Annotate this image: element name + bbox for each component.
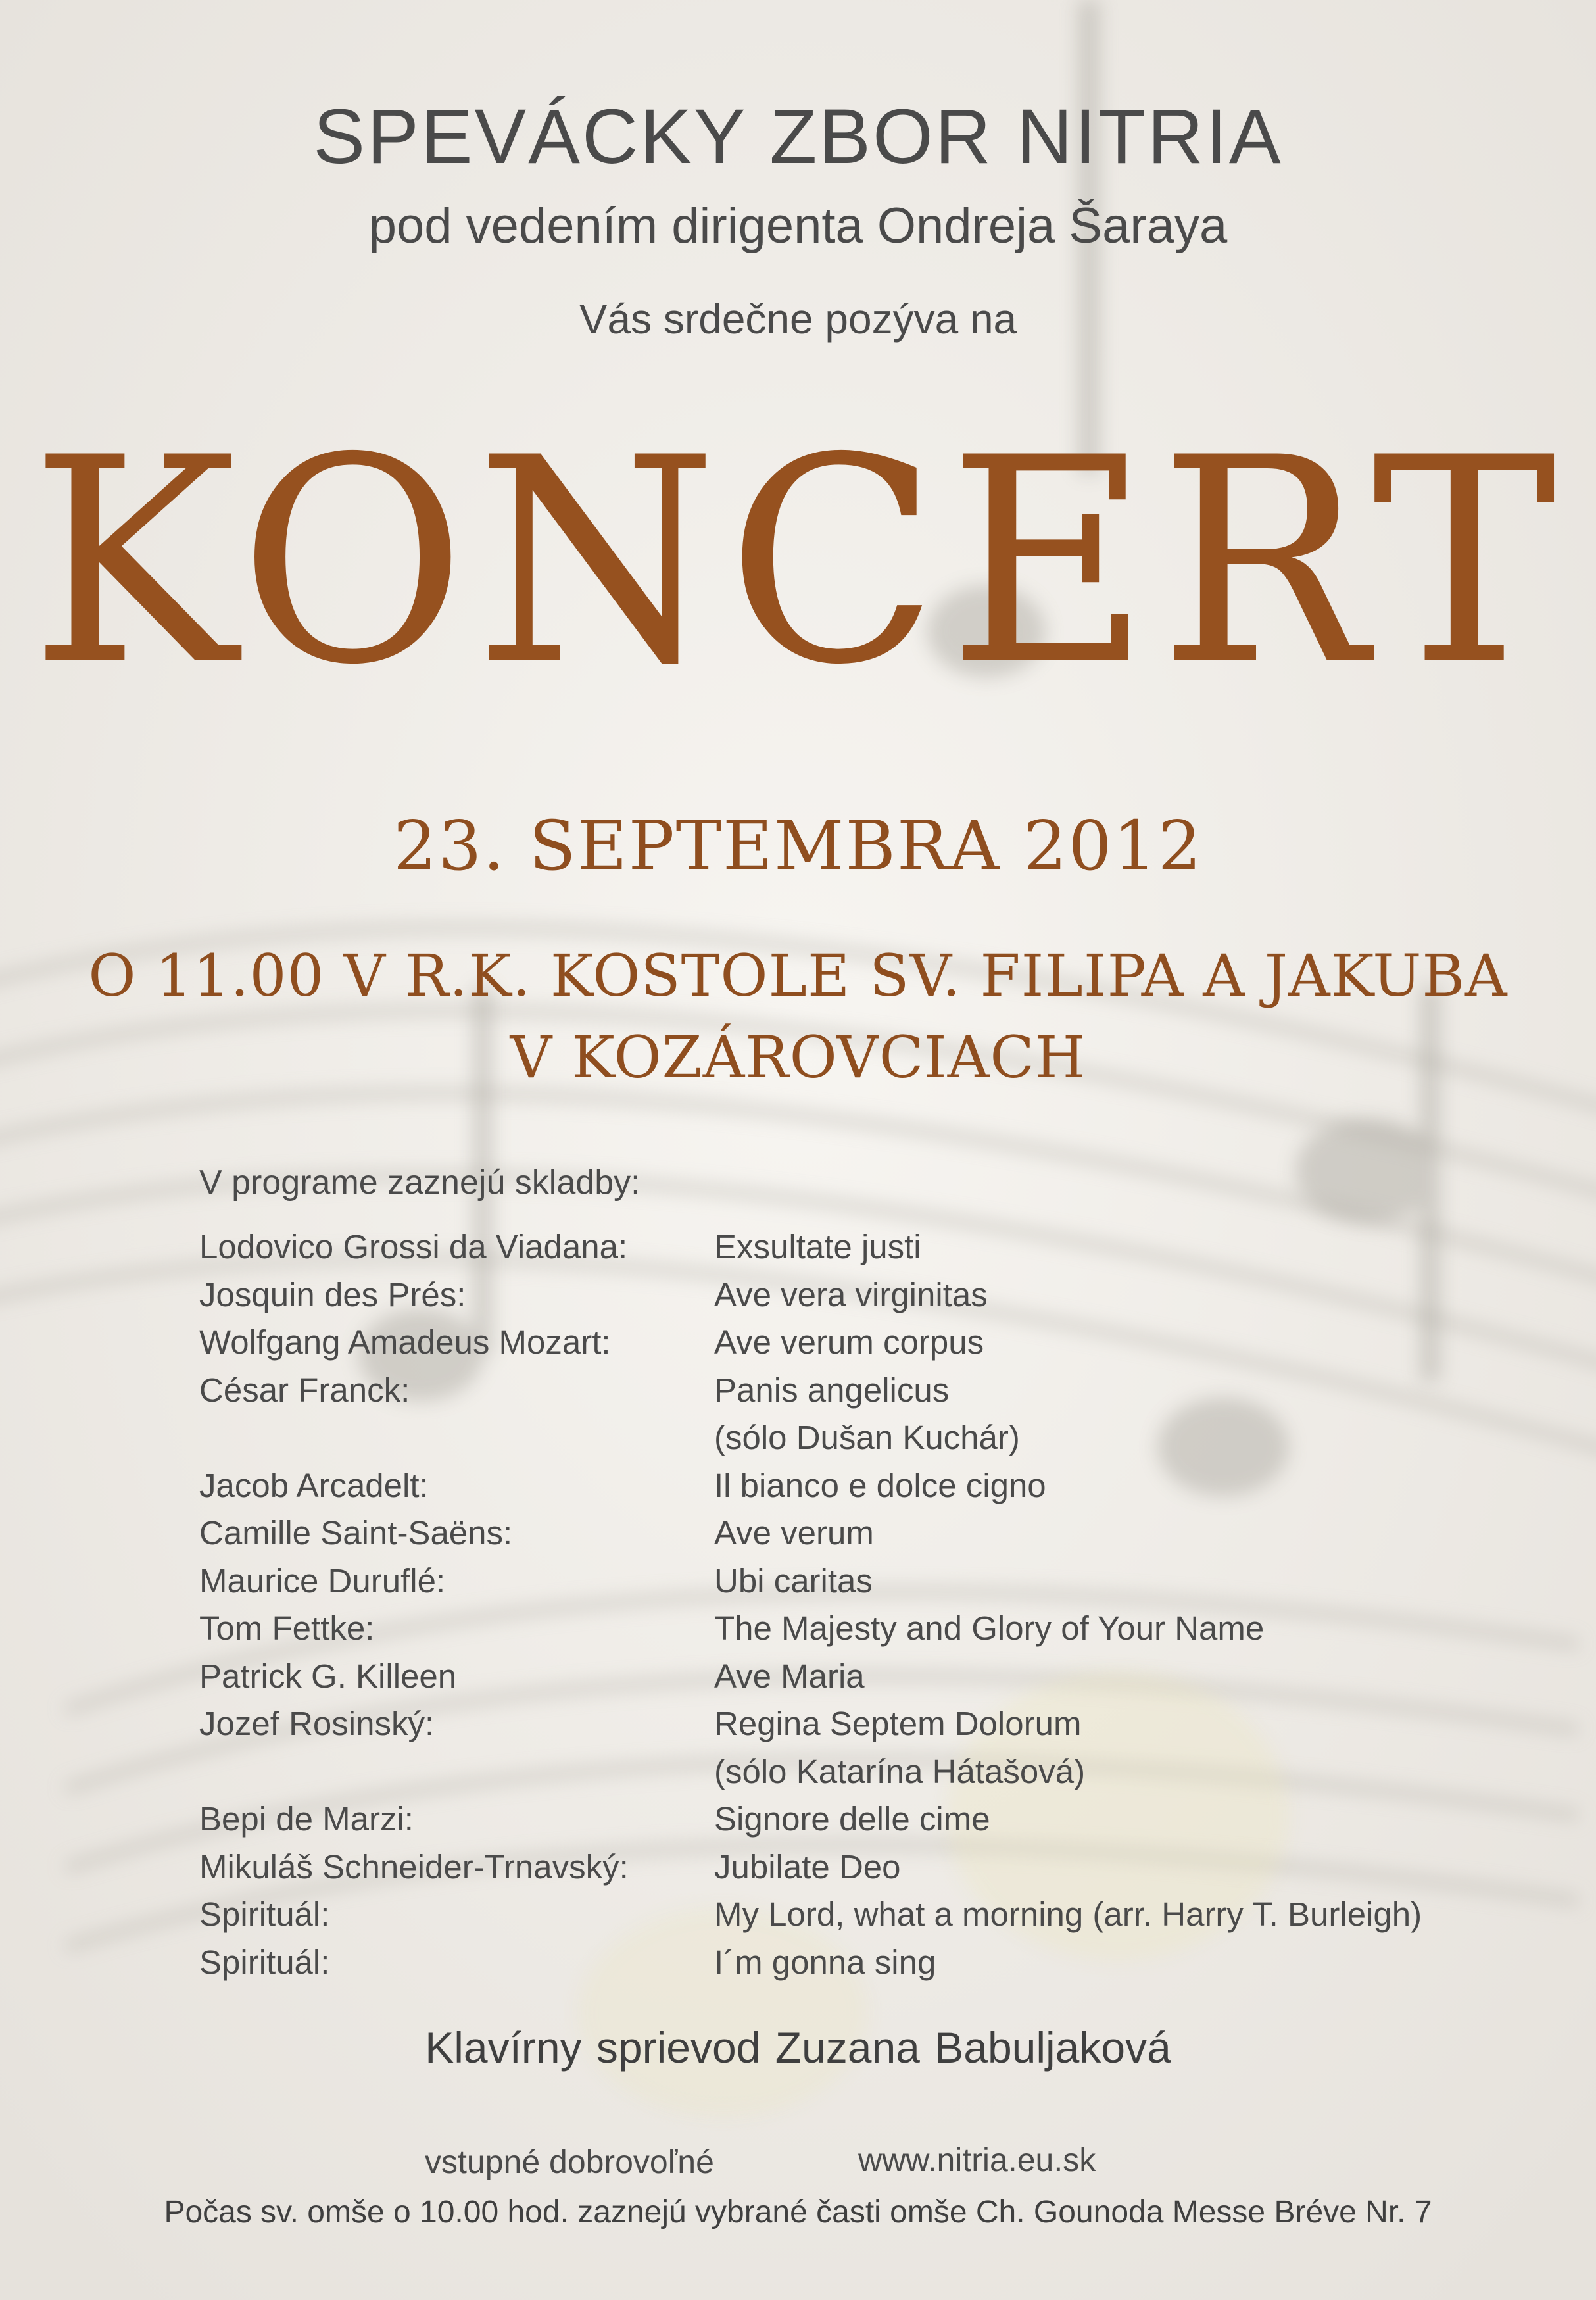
program-row — [199, 1847, 1547, 1896]
composer-name: Spirituál: — [199, 1943, 330, 1981]
program-row — [199, 1609, 1547, 1657]
work-title: Ave verum — [714, 1514, 874, 1552]
concert-title: KONCERT — [30, 398, 1566, 727]
venue-line-1: O 11.00 V R.K. KOSTOLE SV. FILIPA A JAKUBA — [88, 942, 1508, 1010]
website-link[interactable]: www.nitria.eu.sk — [858, 2141, 1096, 2178]
work-title: Panis angelicus — [714, 1371, 950, 1409]
admission-note: vstupné dobrovoľné — [425, 2143, 714, 2180]
composer-name: Patrick G. Killeen — [199, 1657, 457, 1695]
composer-name: Jacob Arcadelt: — [199, 1466, 429, 1504]
program-row — [199, 1704, 1547, 1752]
invitation-line: Vás srdečne pozýva na — [579, 295, 1017, 343]
composer-name: Jozef Rosinský: — [199, 1705, 435, 1742]
work-title: Il bianco e dolce cigno — [714, 1466, 1046, 1504]
work-title: (sólo Dušan Kuchár) — [714, 1419, 1020, 1456]
work-title: Exsultate justi — [714, 1228, 921, 1265]
program-row — [199, 1799, 1547, 1847]
composer-name: Lodovico Grossi da Viadana: — [199, 1228, 628, 1265]
program-row — [199, 1227, 1547, 1275]
work-title: (sólo Katarína Hátašová) — [714, 1752, 1086, 1790]
program-row — [199, 1561, 1547, 1609]
program-row — [199, 1466, 1547, 1514]
program-row — [199, 1657, 1547, 1705]
composer-name: César Franck: — [199, 1371, 410, 1409]
work-title: Regina Septem Dolorum — [714, 1705, 1082, 1742]
conductor-line: pod vedením dirigenta Ondreja Šaraya — [368, 198, 1228, 254]
composer-name: Mikuláš Schneider-Trnavský: — [199, 1847, 629, 1886]
work-title: I´m gonna sing — [714, 1943, 936, 1981]
program-list — [199, 1227, 1547, 1990]
composer-name: Bepi de Marzi: — [199, 1800, 414, 1838]
venue-line-2: V KOZÁROVCIACH — [510, 1023, 1086, 1091]
composer-name: Wolfgang Amadeus Mozart: — [199, 1323, 611, 1361]
mass-note: Počas sv. omše o 10.00 hod. zaznejú vybrané časti omše Ch. Gounoda Messe Bréve Nr. 7 — [164, 2195, 1432, 2230]
work-title: Ave vera virginitas — [714, 1275, 988, 1313]
composer-name: Tom Fettke: — [199, 1609, 375, 1647]
work-title: Ubi caritas — [714, 1561, 873, 1600]
work-title: Ave Maria — [714, 1657, 865, 1695]
program-row — [199, 1895, 1547, 1943]
program-row — [199, 1513, 1547, 1561]
program-heading: V programe zaznejú skladby: — [199, 1163, 641, 1202]
work-title: My Lord, what a morning (arr. Harry T. Burleigh) — [714, 1896, 1422, 1933]
concert-date: 23. SEPTEMBRA 2012 — [393, 806, 1203, 886]
composer-name: Maurice Duruflé: — [199, 1561, 446, 1600]
work-title: The Majesty and Glory of Your Name — [714, 1609, 1265, 1647]
program-row — [199, 1752, 1547, 1800]
choir-name: SPEVÁCKY ZBOR NITRIA — [313, 93, 1283, 180]
composer-name: Josquin des Prés: — [199, 1275, 466, 1313]
program-row — [199, 1943, 1547, 1991]
piano-accompaniment: Klavírny sprievod Zuzana Babuljaková — [425, 2023, 1171, 2072]
program-row — [199, 1275, 1547, 1323]
composer-name: Camille Saint-Saëns: — [199, 1514, 513, 1552]
work-title: Jubilate Deo — [714, 1847, 901, 1886]
program-row — [199, 1323, 1547, 1371]
composer-name: Spirituál: — [199, 1896, 330, 1933]
program-row — [199, 1418, 1547, 1466]
work-title: Signore delle cime — [714, 1800, 990, 1838]
program-row — [199, 1371, 1547, 1419]
work-title: Ave verum corpus — [714, 1323, 984, 1361]
